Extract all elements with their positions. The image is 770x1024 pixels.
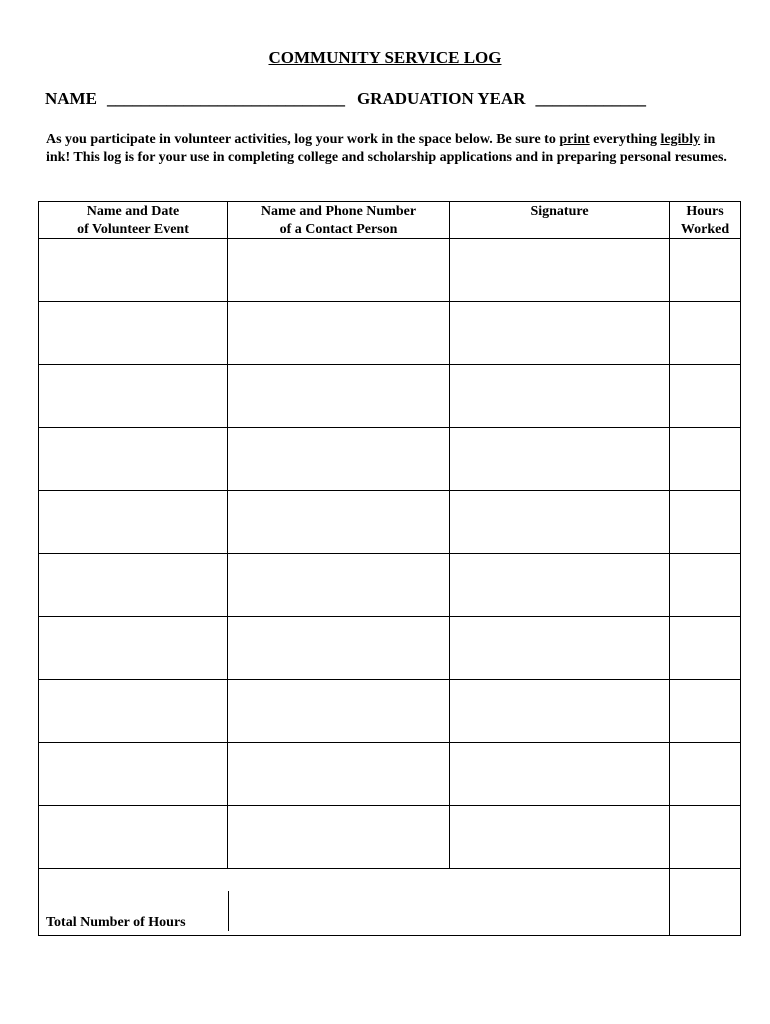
contact-cell[interactable]: [228, 617, 450, 680]
total-hours-cell[interactable]: [670, 869, 741, 936]
signature-cell[interactable]: [450, 617, 670, 680]
table-row: [39, 806, 741, 869]
table-row: [39, 680, 741, 743]
graduation-year-label: GRADUATION YEAR: [356, 89, 526, 108]
instructions-legibly-word: legibly: [660, 132, 701, 147]
total-row: [39, 869, 741, 936]
contact-cell[interactable]: [228, 365, 450, 428]
table-row: [39, 617, 741, 680]
hours-cell[interactable]: [670, 554, 741, 617]
instructions-text: everything: [589, 132, 661, 147]
column-header-signature: Signature: [450, 202, 670, 239]
signature-cell[interactable]: [450, 365, 670, 428]
event-cell[interactable]: [39, 680, 228, 743]
event-cell[interactable]: [39, 239, 228, 302]
instructions-print-word: print: [559, 132, 590, 147]
table-row: [39, 302, 741, 365]
signature-cell[interactable]: [450, 554, 670, 617]
service-log-table: [38, 201, 741, 936]
signature-cell[interactable]: [450, 680, 670, 743]
contact-cell[interactable]: [228, 491, 450, 554]
total-spacer: [450, 869, 670, 936]
hours-cell[interactable]: [670, 302, 741, 365]
instructions-text: As you participate in volunteer activities, log your work in the space below. Be sure to: [46, 132, 560, 147]
contact-cell[interactable]: [228, 239, 450, 302]
hours-cell[interactable]: [670, 617, 741, 680]
name-field[interactable]: ____________________________: [106, 89, 345, 108]
signature-cell[interactable]: [450, 743, 670, 806]
total-hours-label: Total Number of Hours: [39, 869, 228, 936]
table-row: [39, 743, 741, 806]
table-row: [39, 365, 741, 428]
contact-cell[interactable]: [228, 428, 450, 491]
table-row: [39, 554, 741, 617]
page-title: COMMUNITY SERVICE LOG: [268, 48, 502, 67]
column-header-hours: Hours Worked: [670, 202, 741, 239]
contact-cell[interactable]: [228, 680, 450, 743]
signature-cell[interactable]: [450, 491, 670, 554]
column-header-contact: Name and Phone Number of a Contact Person: [228, 202, 450, 239]
name-label: NAME: [45, 89, 97, 108]
contact-cell[interactable]: [228, 743, 450, 806]
hours-cell[interactable]: [670, 365, 741, 428]
table-row: [39, 491, 741, 554]
table-row: [39, 239, 741, 302]
hours-cell[interactable]: [670, 239, 741, 302]
table-row: [39, 428, 741, 491]
event-cell[interactable]: [39, 365, 228, 428]
instructions-paragraph: [46, 131, 736, 166]
name-graduation-line: [45, 89, 646, 109]
hours-cell[interactable]: [670, 806, 741, 869]
hours-cell[interactable]: [670, 680, 741, 743]
column-header-event: Name and Date of Volunteer Event: [39, 202, 228, 239]
table-header-row: [39, 202, 741, 239]
event-cell[interactable]: [39, 428, 228, 491]
signature-cell[interactable]: [450, 239, 670, 302]
signature-cell[interactable]: [450, 428, 670, 491]
event-cell[interactable]: [39, 617, 228, 680]
signature-cell[interactable]: [450, 806, 670, 869]
total-spacer: [228, 869, 450, 936]
contact-cell[interactable]: [228, 554, 450, 617]
event-cell[interactable]: [39, 806, 228, 869]
event-cell[interactable]: [39, 554, 228, 617]
signature-cell[interactable]: [450, 302, 670, 365]
hours-cell[interactable]: [670, 491, 741, 554]
hours-cell[interactable]: [670, 428, 741, 491]
event-cell[interactable]: [39, 302, 228, 365]
hours-cell[interactable]: [670, 743, 741, 806]
instructions-text: in ink! This log is for your use in completing college and scholarship applications and in preparing personal resumes.: [46, 132, 727, 165]
event-cell[interactable]: [39, 491, 228, 554]
event-cell[interactable]: [39, 743, 228, 806]
graduation-year-field[interactable]: _____________: [535, 89, 647, 108]
contact-cell[interactable]: [228, 806, 450, 869]
contact-cell[interactable]: [228, 302, 450, 365]
